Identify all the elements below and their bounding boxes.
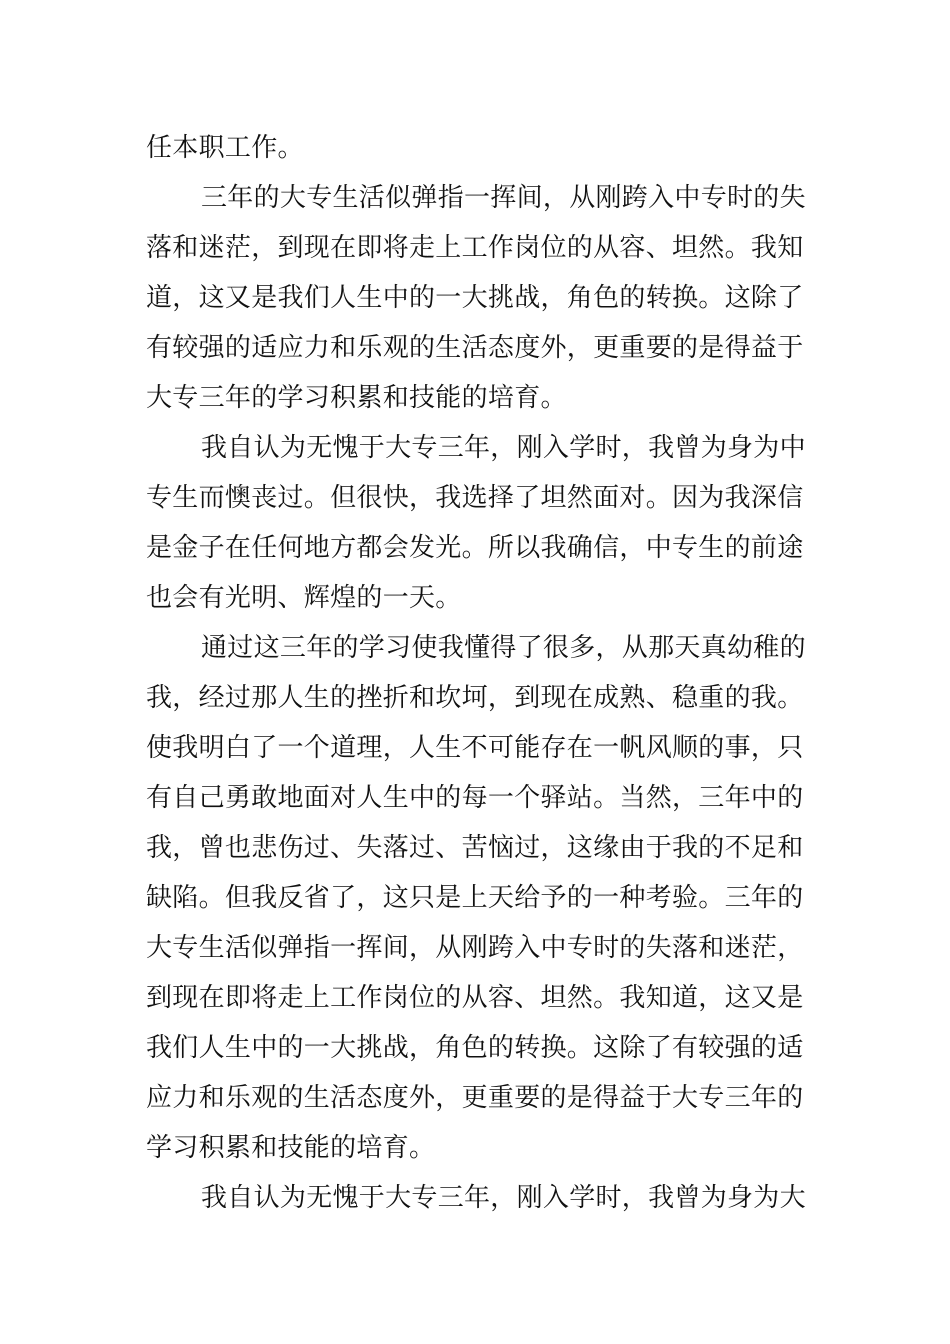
text-line: 我自认为无愧于大专三年，刚入学时，我曾为身为大 [201, 1183, 806, 1213]
text-line: 缺陷。但我反省了，这只是上天给予的一种考验。三年的 [146, 883, 804, 913]
text-line: 我自认为无愧于大专三年，刚入学时，我曾为身为中 [201, 433, 806, 463]
text-line: 我，经过那人生的挫折和坎坷，到现在成熟、稳重的我。 [146, 683, 804, 713]
text-line: 落和迷茫，到现在即将走上工作岗位的从容、坦然。我知 [146, 233, 804, 263]
text-line: 道，这又是我们人生中的一大挑战，角色的转换。这除了 [146, 283, 804, 313]
text-line: 使我明白了一个道理，人生不可能存在一帆风顺的事，只 [146, 733, 804, 763]
text-line: 是金子在任何地方都会发光。所以我确信，中专生的前途 [146, 533, 804, 563]
text-line: 有自己勇敢地面对人生中的每一个驿站。当然，三年中的 [146, 783, 804, 813]
text-line: 到现在即将走上工作岗位的从容、坦然。我知道，这又是 [146, 983, 804, 1013]
text-line: 有较强的适应力和乐观的生活态度外，更重要的是得益于 [146, 333, 804, 363]
text-line: 专生而懊丧过。但很快，我选择了坦然面对。因为我深信 [146, 483, 804, 513]
text-line: 应力和乐观的生活态度外，更重要的是得益于大专三年的 [146, 1083, 804, 1113]
document-body [146, 123, 806, 1223]
text-line: 我们人生中的一大挑战，角色的转换。这除了有较强的适 [146, 1033, 804, 1063]
text-line: 通过这三年的学习使我懂得了很多，从那天真幼稚的 [201, 633, 806, 663]
text-line: 学习积累和技能的培育。 [146, 1133, 436, 1163]
text-line: 也会有光明、辉煌的一天。 [146, 583, 462, 613]
text-line: 大专三年的学习积累和技能的培育。 [146, 383, 567, 413]
text-line: 三年的大专生活似弹指一挥间，从刚跨入中专时的失 [201, 183, 806, 213]
text-line: 我，曾也悲伤过、失落过、苦恼过，这缘由于我的不足和 [146, 833, 804, 863]
text-line: 任本职工作。 [146, 133, 304, 163]
text-line: 大专生活似弹指一挥间，从刚跨入中专时的失落和迷茫， [146, 933, 804, 963]
